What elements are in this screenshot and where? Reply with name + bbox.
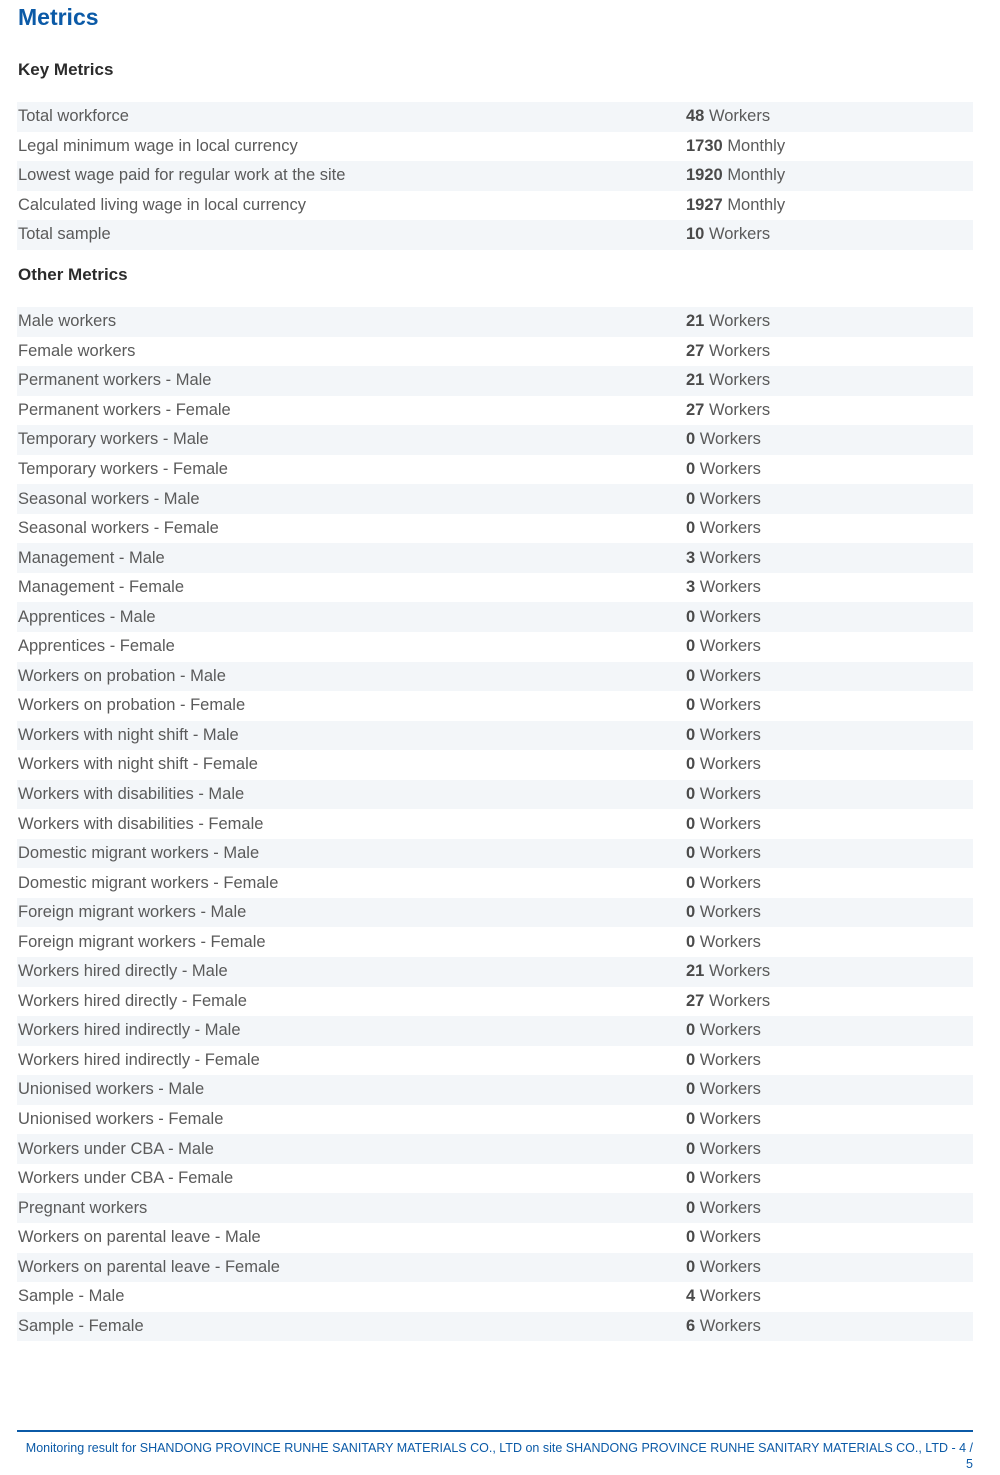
metric-row [17, 1134, 973, 1164]
metric-value [686, 490, 761, 509]
metric-label: Permanent workers - Male [18, 371, 212, 390]
metric-label: Foreign migrant workers - Female [18, 932, 266, 951]
metric-unit: Workers [708, 962, 771, 981]
metric-number: 1927 [686, 195, 723, 214]
metric-unit: Monthly [727, 195, 786, 214]
metric-row [17, 1223, 973, 1253]
metric-row [17, 220, 973, 250]
metric-row [17, 1312, 973, 1342]
key-metrics-heading: Key Metrics [18, 60, 114, 79]
metric-unit: Workers [699, 785, 761, 804]
metric-unit: Workers [699, 460, 761, 478]
metric-row [17, 868, 973, 898]
metric-label: Lowest wage paid for regular work at the site [18, 166, 346, 185]
metric-number: 27 [686, 341, 705, 360]
metric-unit: Workers [699, 1169, 761, 1188]
metric-value [686, 1110, 761, 1129]
metric-value [686, 1080, 761, 1099]
metric-row [17, 337, 973, 367]
metric-value [686, 342, 770, 361]
metric-row [17, 780, 973, 810]
metric-number: 0 [686, 1080, 696, 1099]
metric-label: Male workers [18, 312, 117, 331]
metric-number: 0 [686, 873, 696, 892]
metric-label: Workers hired indirectly - Male [18, 1021, 241, 1040]
metric-label: Apprentices - Male [18, 607, 156, 626]
metric-number: 0 [686, 430, 696, 449]
metric-row [17, 898, 973, 928]
metric-number: 0 [686, 903, 696, 922]
metric-row [17, 809, 973, 839]
metric-label: Pregnant workers [18, 1198, 148, 1217]
metric-number: 0 [686, 696, 696, 715]
metric-value [686, 1021, 761, 1040]
metric-value [686, 401, 770, 420]
metric-number: 0 [686, 1139, 696, 1158]
metric-unit: Workers [699, 725, 761, 744]
metric-row [17, 1105, 973, 1135]
metric-value [686, 755, 761, 774]
metric-value [686, 637, 761, 656]
metric-number: 0 [686, 1021, 696, 1040]
metric-label: Workers with night shift - Male [18, 725, 239, 744]
metric-row [17, 1253, 973, 1283]
metric-row [17, 514, 973, 544]
metric-value [686, 785, 761, 804]
metric-number: 0 [686, 785, 696, 804]
metric-unit: Workers [708, 400, 771, 419]
metric-label: Workers with disabilities - Male [18, 785, 245, 804]
metric-value [686, 1258, 761, 1277]
metric-unit: Workers [699, 814, 761, 833]
metric-row [17, 839, 973, 869]
metric-value [686, 1051, 761, 1070]
metric-label: Seasonal workers - Female [18, 519, 219, 538]
metric-value [686, 460, 761, 479]
metric-number: 0 [686, 1050, 696, 1069]
metric-unit: Workers [699, 578, 761, 597]
metric-number: 0 [686, 607, 696, 626]
metric-row [17, 161, 973, 191]
metric-row [17, 1046, 973, 1076]
metric-row [17, 484, 973, 514]
metric-unit: Workers [699, 519, 761, 538]
metric-unit: Workers [699, 755, 761, 774]
metric-unit: Workers [699, 696, 761, 715]
metric-label: Workers hired directly - Male [18, 962, 228, 981]
metric-label: Total workforce [18, 107, 129, 126]
metric-unit: Workers [708, 107, 771, 126]
metric-value [686, 815, 761, 834]
metric-unit: Workers [699, 932, 761, 951]
metric-number: 6 [686, 1316, 696, 1335]
metric-value [686, 225, 770, 244]
metric-value [686, 166, 785, 185]
metric-unit: Workers [699, 430, 761, 449]
metric-value [686, 844, 761, 863]
metric-label: Calculated living wage in local currency [18, 195, 306, 214]
metric-value [686, 578, 761, 597]
metric-value [686, 430, 761, 449]
metric-label: Domestic migrant workers - Female [18, 873, 279, 892]
metric-number: 4 [686, 1287, 696, 1306]
metric-unit: Workers [708, 991, 771, 1010]
metric-row [17, 721, 973, 751]
metric-row [17, 1164, 973, 1194]
metric-number: 0 [686, 1169, 696, 1188]
metric-value [686, 137, 785, 156]
metric-number: 0 [686, 1228, 696, 1247]
metric-number: 27 [686, 991, 705, 1010]
metric-unit: Workers [708, 341, 771, 360]
metric-number: 0 [686, 725, 696, 744]
metric-row [17, 396, 973, 426]
metric-row [17, 691, 973, 721]
metric-value [686, 726, 761, 745]
metric-label: Domestic migrant workers - Male [18, 844, 260, 863]
metric-number: 21 [686, 962, 705, 981]
metric-value [686, 107, 770, 126]
metric-number: 3 [686, 578, 696, 597]
metric-label: Temporary workers - Male [18, 430, 209, 449]
metric-label: Workers with night shift - Female [18, 755, 258, 774]
metric-unit: Workers [699, 1257, 761, 1276]
metric-label: Workers on probation - Male [18, 666, 226, 685]
metric-label: Workers on parental leave - Male [18, 1228, 261, 1247]
footer-divider [17, 1430, 973, 1432]
metric-unit: Workers [699, 548, 761, 567]
metric-row [17, 927, 973, 957]
metric-unit: Workers [708, 371, 771, 390]
metric-number: 1920 [686, 166, 723, 185]
metric-row [17, 662, 973, 692]
metric-value [686, 371, 770, 390]
metric-value [686, 312, 770, 331]
metric-number: 0 [686, 637, 696, 656]
metric-label: Workers on parental leave - Female [18, 1257, 280, 1276]
metric-label: Total sample [18, 225, 111, 244]
metric-row [17, 1075, 973, 1105]
metric-unit: Workers [699, 1198, 761, 1217]
metric-value [686, 1199, 761, 1218]
metric-number: 0 [686, 755, 696, 774]
metric-label: Apprentices - Female [18, 637, 175, 656]
metric-row [17, 1282, 973, 1312]
metric-label: Temporary workers - Female [18, 460, 228, 478]
metric-label: Legal minimum wage in local currency [18, 136, 298, 155]
metric-label: Female workers [18, 341, 136, 360]
metric-value [686, 992, 770, 1011]
metric-label: Sample - Male [18, 1287, 125, 1306]
metric-unit: Workers [699, 1228, 761, 1247]
metric-number: 3 [686, 548, 696, 567]
metric-unit: Monthly [727, 166, 786, 185]
metric-unit: Workers [699, 489, 761, 508]
metric-label: Workers under CBA - Male [18, 1139, 214, 1158]
metric-label: Foreign migrant workers - Male [18, 903, 247, 922]
metric-row [17, 366, 973, 396]
metric-row [17, 750, 973, 780]
metric-unit: Workers [699, 1139, 761, 1158]
metric-label: Management - Female [18, 578, 184, 597]
metric-label: Workers hired directly - Female [18, 991, 247, 1010]
metric-unit: Workers [708, 312, 771, 331]
metric-unit: Workers [699, 637, 761, 656]
metric-number: 27 [686, 400, 705, 419]
metric-number: 10 [686, 225, 705, 244]
metric-label: Unionised workers - Female [18, 1110, 224, 1129]
metric-label: Seasonal workers - Male [18, 489, 200, 508]
metric-label: Workers under CBA - Female [18, 1169, 234, 1188]
metric-value [686, 696, 761, 715]
metric-label: Permanent workers - Female [18, 400, 231, 419]
metric-row [17, 987, 973, 1017]
metric-value [686, 903, 761, 922]
metric-label: Sample - Female [18, 1316, 144, 1335]
metric-unit: Workers [699, 1316, 761, 1335]
metric-number: 0 [686, 1257, 696, 1276]
metric-value [686, 1287, 761, 1306]
metric-number: 0 [686, 519, 696, 538]
key-metrics-table [17, 102, 973, 250]
metric-row [17, 632, 973, 662]
metric-value [686, 549, 761, 568]
metric-unit: Workers [699, 1287, 761, 1306]
metric-row [17, 455, 973, 485]
metric-number: 1730 [686, 136, 723, 155]
metric-label: Unionised workers - Male [18, 1080, 205, 1099]
metric-value [686, 1228, 761, 1247]
metric-number: 48 [686, 107, 705, 126]
metric-unit: Workers [708, 225, 771, 244]
metric-value [686, 1169, 761, 1188]
metric-value [686, 608, 761, 627]
metric-row [17, 602, 973, 632]
metric-number: 0 [686, 489, 696, 508]
metric-row [17, 543, 973, 573]
page-footer: Monitoring result for SHANDONG PROVINCE RUNHE SANITARY MATERIALS CO., LTD on site SHANDONG PROVINCE RUNHE SANITARY MATERIALS CO., LTD - 4 / 5 [25, 1441, 973, 1471]
metric-label: Workers with disabilities - Female [18, 814, 264, 833]
metric-row [17, 132, 973, 162]
metric-value [686, 667, 761, 686]
metric-unit: Workers [699, 607, 761, 626]
metric-number: 0 [686, 844, 696, 863]
metric-unit: Workers [699, 844, 761, 863]
metric-row [17, 191, 973, 221]
metric-value [686, 1317, 761, 1336]
metric-unit: Workers [699, 666, 761, 685]
other-metrics-table [17, 307, 973, 1341]
page-title: Metrics [18, 4, 99, 30]
metric-value [686, 874, 761, 893]
metric-row [17, 957, 973, 987]
metric-value [686, 1140, 761, 1159]
metric-number: 0 [686, 1110, 696, 1129]
metric-unit: Workers [699, 1021, 761, 1040]
metric-label: Management - Male [18, 548, 165, 567]
metric-number: 0 [686, 460, 696, 478]
metric-row [17, 573, 973, 603]
other-metrics-heading: Other Metrics [18, 265, 128, 284]
metric-row [17, 425, 973, 455]
metric-value [686, 962, 770, 981]
metric-label: Workers hired indirectly - Female [18, 1050, 260, 1069]
metric-value [686, 196, 785, 215]
metric-unit: Workers [699, 903, 761, 922]
metric-value [686, 519, 761, 538]
metric-row [17, 307, 973, 337]
metric-number: 0 [686, 666, 696, 685]
metric-unit: Monthly [727, 136, 786, 155]
metric-number: 0 [686, 814, 696, 833]
metric-number: 0 [686, 1198, 696, 1217]
metric-number: 21 [686, 312, 705, 331]
metric-number: 21 [686, 371, 705, 390]
metric-row [17, 1016, 973, 1046]
metric-label: Workers on probation - Female [18, 696, 246, 715]
metric-row [17, 102, 973, 132]
metric-unit: Workers [699, 1050, 761, 1069]
metric-value [686, 933, 761, 952]
metric-unit: Workers [699, 1080, 761, 1099]
metric-number: 0 [686, 932, 696, 951]
metric-unit: Workers [699, 1110, 761, 1129]
metric-unit: Workers [699, 873, 761, 892]
metric-row [17, 1193, 973, 1223]
